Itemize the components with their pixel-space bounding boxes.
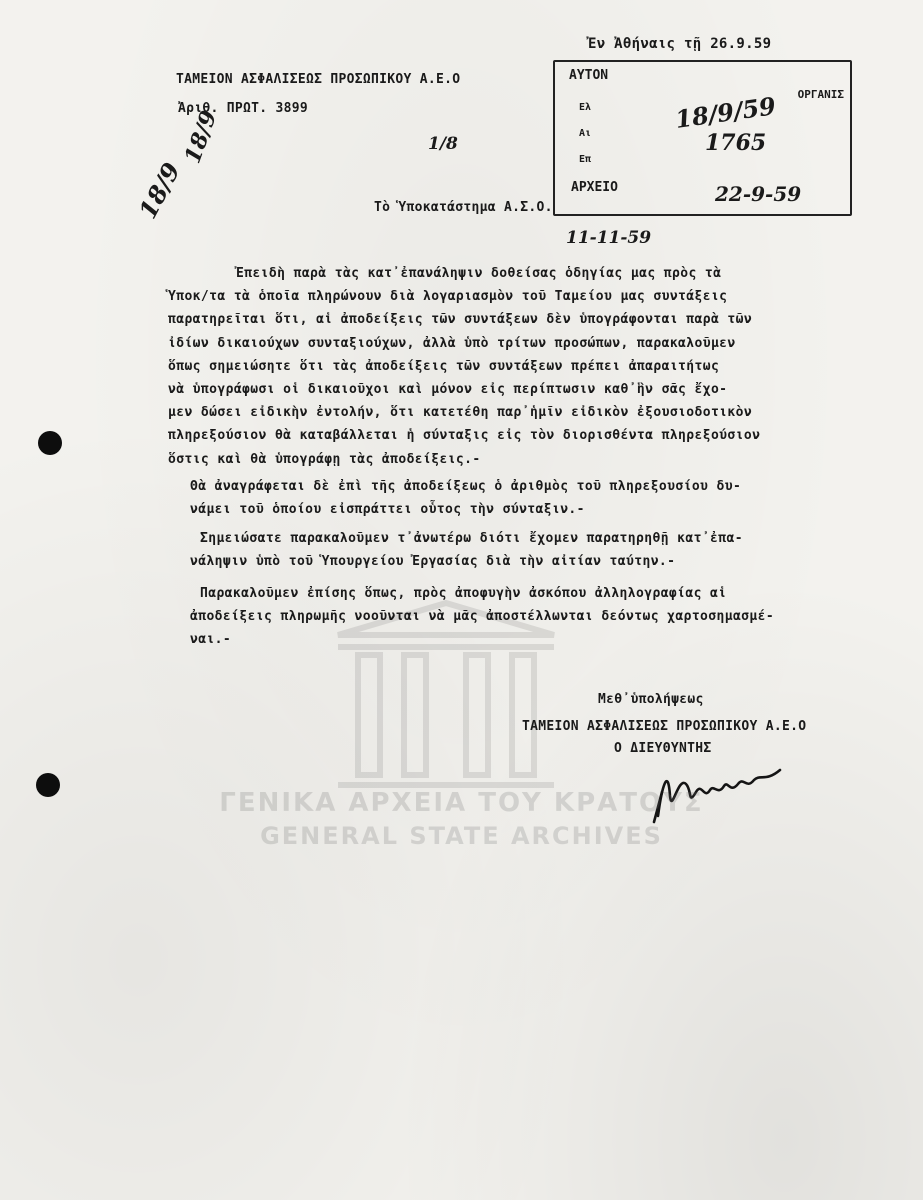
body-line: νὰ ὑπογράφωσι οἱ δικαιοῦχοι καὶ μόνον εἰς περίπτωσιν καθ᾽ἣν σᾶς ἔχο- <box>168 382 728 397</box>
stamp-line-2: Αι <box>579 128 592 139</box>
stamp-header: ΑΥΤΟΝ <box>569 68 609 83</box>
watermark-english: GENERAL STATE ARCHIVES <box>260 822 663 850</box>
body-line: μεν δώσει εἰδικὴν ἐντολήν, ὅτι κατετέθη παρ᾽ἡμῖν εἰδικὸν ἐξουσιοδοτικὸν <box>168 405 753 421</box>
archives-logo-watermark <box>318 595 574 795</box>
punch-hole-top <box>38 431 62 455</box>
body-line: Σημειώσατε παρακαλοῦμεν τ᾽ἀνωτέρω διότι ἔχομεν παρατηρηθῇ κατ᾽ἐπα- <box>200 531 743 547</box>
recipient: Τὸ Ὑποκατάστημα Α.Σ.Ο. <box>374 200 553 215</box>
body-line: ναι.- <box>190 632 232 647</box>
incoming-stamp <box>553 60 852 216</box>
page-marker: 1/8 <box>428 134 458 154</box>
signatory-organization: ΤΑΜΕΙΟΝ ΑΣΦΑΛΙΣΕΩΣ ΠΡΟΣΩΠΙΚΟΥ Α.Ε.Ο <box>522 719 807 734</box>
body-line: ἰδίων δικαιούχων συνταξιούχων, ἀλλὰ ὑπὸ τρίτων προσώπων, παρακαλοῦμεν <box>168 335 736 351</box>
body-line: πληρεξούσιον θὰ καταβάλλεται ἡ σύνταξις εἰς τὸν διορισθέντα πληρεξούσιον <box>168 428 761 444</box>
stamp-handwritten-number: 1765 <box>705 130 767 156</box>
body-line: ὅπως σημειώσητε ὅτι τὰς ἀποδείξεις τῶν συντάξεων πρέπει ἀπαραιτήτως <box>168 358 720 374</box>
stamp-handwritten-date: 18/9/59 <box>673 91 778 134</box>
stamp-line-1: Ελ <box>579 102 592 113</box>
body-line: παρατηρεῖται ὅτι, αἱ ἀποδείξεις τῶν συντάξεων δὲν ὑπογράφονται παρὰ τῶν <box>168 312 753 328</box>
body-line: νάληψιν ὑπὸ τοῦ Ὑπουργείου Ἐργασίας διὰ τὴν αἰτίαν ταύτην.- <box>190 554 676 570</box>
signatory-title: Ο ΔΙΕΥΘΥΝΤΗΣ <box>614 741 712 756</box>
watermark-greek: ΓΕΝΙΚΑ ΑΡΧΕΙΑ ΤΟΥ ΚΡΑΤΟΥΣ <box>219 788 704 818</box>
body-line: νάμει τοῦ ὁποίου εἰσπράττει οὗτος τὴν σύνταξιν.- <box>190 502 585 517</box>
body-line: ἀποδείξεις πληρωμῆς νοοῦνται νὰ μᾶς ἀποστέλλωνται δεόντως χαρτοσημασμέ- <box>190 608 775 624</box>
body-line: Ἐπειδὴ παρὰ τὰς κατ᾽ἐπανάληψιν δοθείσας ὁδηγίας μας πρὸς τὰ <box>236 266 722 281</box>
stamp-archive-date: 22-9-59 <box>715 182 802 206</box>
stamp-line-3: Επ <box>579 154 592 165</box>
margin-annotation-top: 18/9 <box>179 107 223 167</box>
salutation: Μεθ᾽ὑπολήψεως <box>598 692 704 707</box>
fund-name: ΤΑΜΕΙΟΝ ΑΣΦΑΛΙΣΕΩΣ ΠΡΟΣΩΠΙΚΟΥ Α.Ε.Ο <box>176 72 461 87</box>
margin-annotation: 18/9 <box>132 157 187 224</box>
body-line: Ὑποκ/τα τὰ ὁποῖα πληρώνουν διὰ λογαριασμὸν τοῦ Ταμείου μας συντάξεις <box>168 289 728 305</box>
stamp-organization: ΟΡΓΑΝΙΣ <box>797 88 844 101</box>
protocol-number: Ἀριθ. ΠΡΩΤ. 3899 <box>178 101 309 116</box>
body-line: ὅστις καὶ θὰ ὑπογράφῃ τὰς ἀποδείξεις.- <box>168 451 481 467</box>
body-line: Θὰ ἀναγράφεται δὲ ἐπὶ τῆς ἀποδείξεως ὁ ἀριθμὸς τοῦ πληρεξουσίου δυ- <box>190 478 742 494</box>
date-line: Ἐν Ἀθήναις τῇ 26.9.59 <box>588 36 772 52</box>
reference-annotation: 11-11-59 <box>566 228 652 248</box>
body-line: Παρακαλοῦμεν ἐπίσης ὅπως, πρὸς ἀποφυγὴν ἀσκόπου ἀλληλογραφίας αἱ <box>200 585 727 601</box>
stamp-archive-label: ΑΡΧΕΙΟ <box>571 180 618 195</box>
